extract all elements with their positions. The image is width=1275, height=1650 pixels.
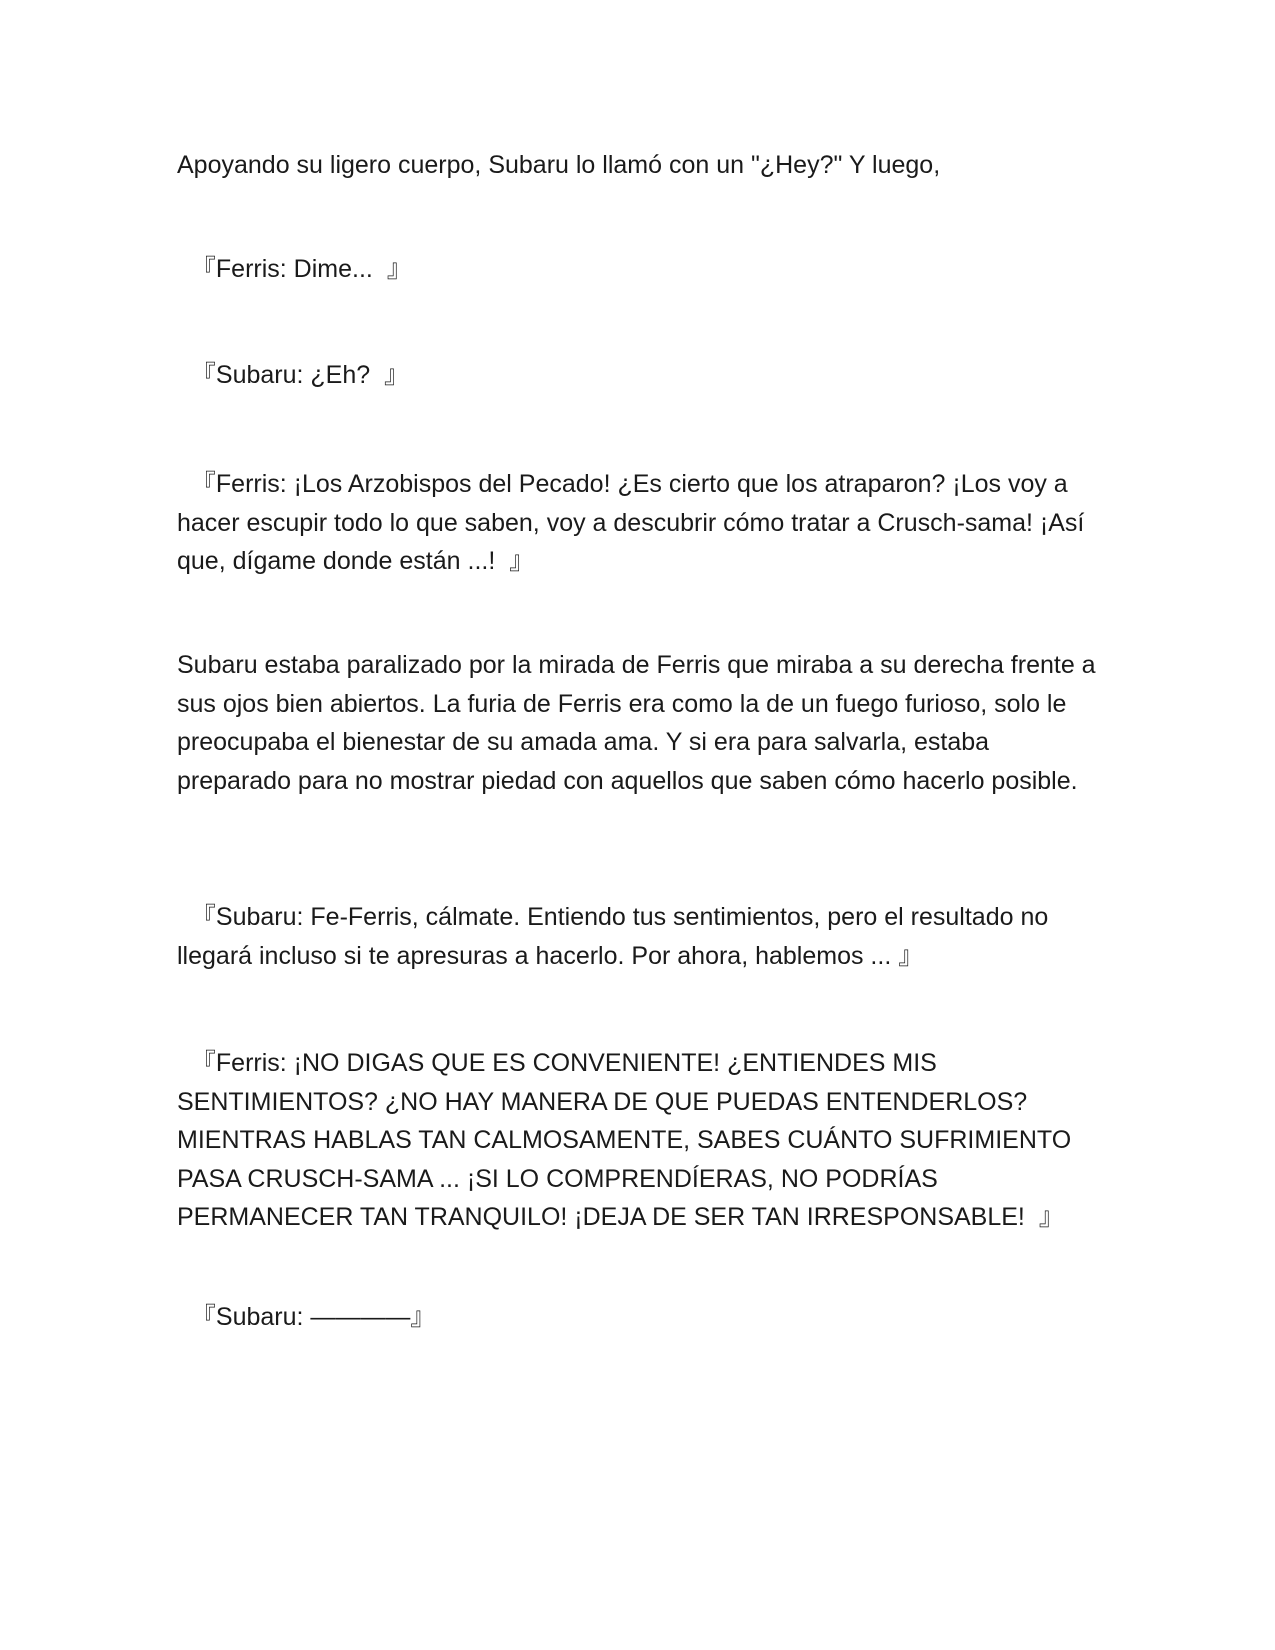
- dialogue-line-subaru: 『Subaru: Fe-Ferris, cálmate. Entiendo tus sentimientos, pero el resultado no llegará incluso si te apresuras a hacerlo. Por ahora, hablemos ... 』: [177, 903, 1056, 970]
- narration-paragraph: Subaru estaba paralizado por la mirada de Ferris que miraba a su derecha frente a sus ojos bien abiertos. La furia de Ferris era como la de un fuego furioso, solo le preocupaba el bienestar de su amada ama. Y si era para salvarla, estaba preparado para no mostrar piedad con aquellos que saben cómo hacerlo posible.: [177, 651, 1103, 795]
- dialogue-line-ferris: 『Ferris: ¡Los Arzobispos del Pecado! ¿Es cierto que los atraparon? ¡Los voy a hacer escupir todo lo que saben, voy a descubrir cómo tratar a Crusch-sama! ¡Así que, dígame donde están ...! 』: [177, 470, 1092, 575]
- dialogue-line-ferris: 『Ferris: Dime... 』: [177, 255, 412, 283]
- dialogue-line-ferris: 『Ferris: ¡NO DIGAS QUE ES CONVENIENTE! ¿ENTIENDES MIS SENTIMIENTOS? ¿NO HAY MANERA DE QUE PUEDAS ENTENDERLOS? MIENTRAS HABLAS TAN CALMOSAMENTE, SABES CUÁNTO SUFRIMIENTO PASA CRUSCH-SAMA ... ¡SI LO COMPRENDÍERAS, NO PODRÍAS PERMANECER TAN TRANQUILO! ¡DEJA DE SER TAN IRRESPONSABLE! 』: [177, 1049, 1079, 1231]
- narration-paragraph: Apoyando su ligero cuerpo, Subaru lo llamó con un "¿Hey?" Y luego,: [177, 151, 941, 179]
- dialogue-line-subaru: 『Subaru: ¿Eh? 』: [177, 361, 410, 389]
- dialogue-line-subaru: 『Subaru: ————』: [177, 1303, 436, 1331]
